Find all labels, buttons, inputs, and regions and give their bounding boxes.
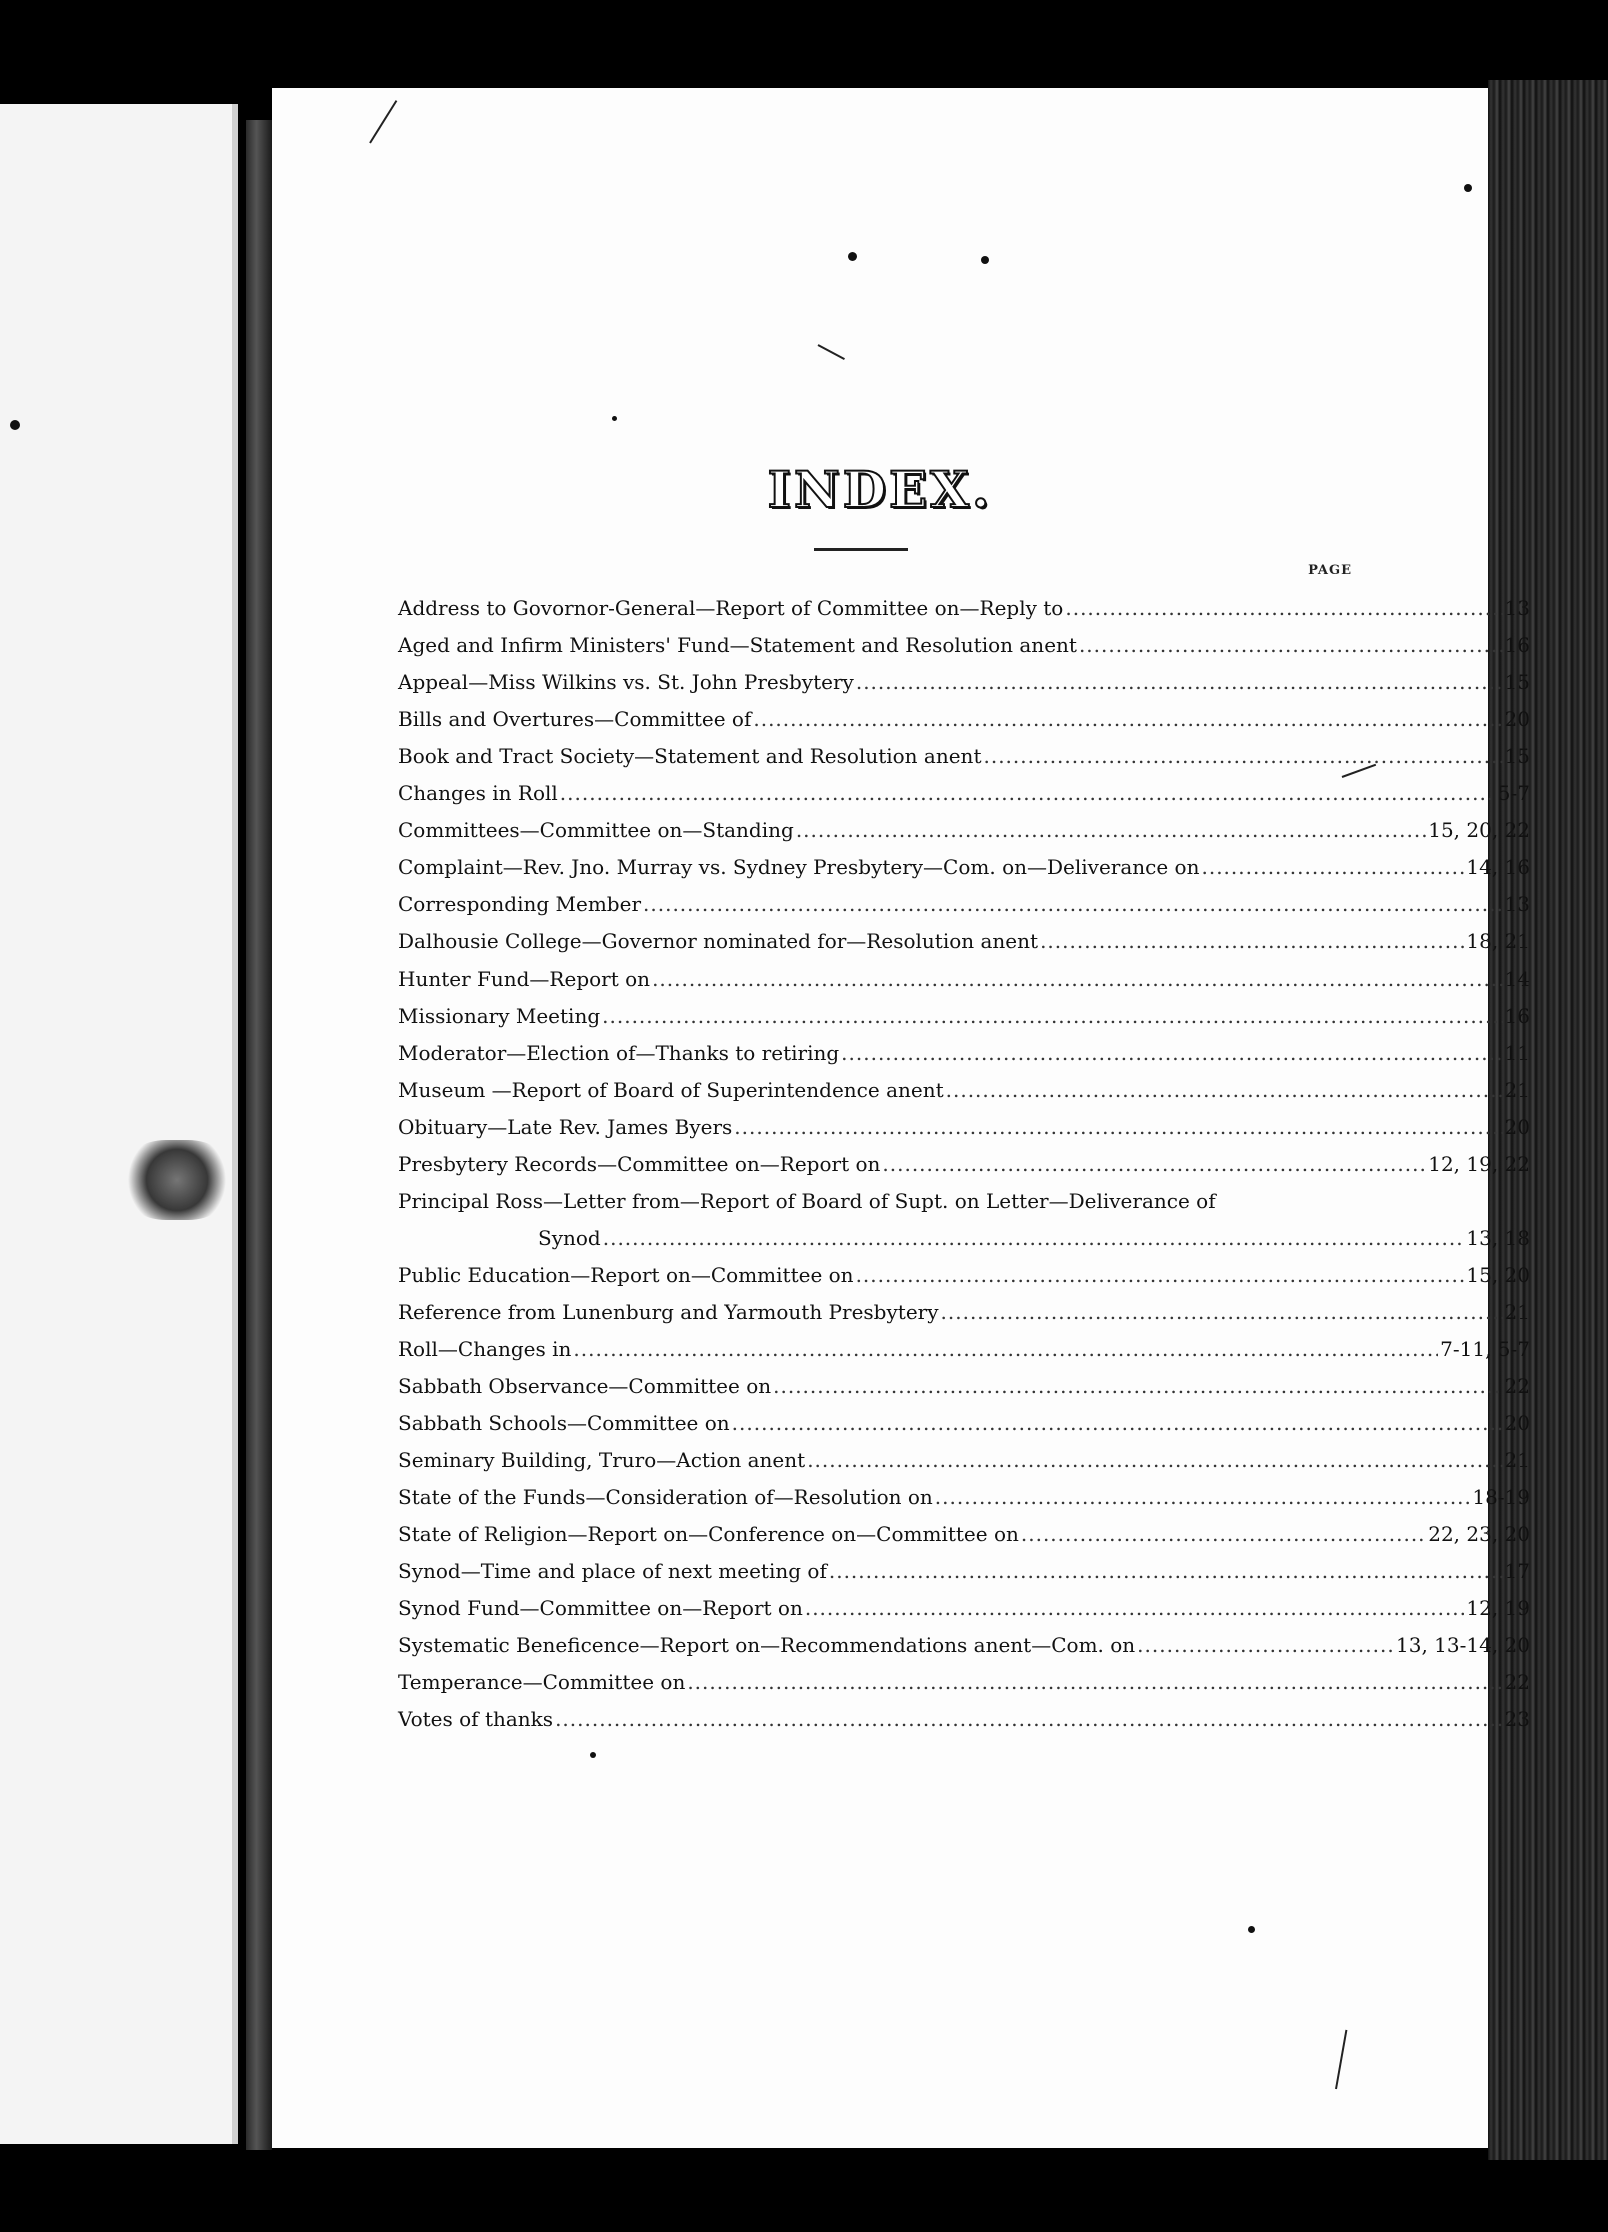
index-entry [398,1100,1530,1137]
ink-speck [590,1752,596,1758]
entry-pages: 20 [1504,1114,1530,1139]
dot-leader [807,1450,1502,1470]
entry-pages: 16 [1504,633,1530,658]
dot-leader [941,1302,1503,1322]
index-entry [398,914,1530,954]
index-entry [398,1618,1530,1658]
dot-leader [1201,857,1464,877]
page-title: INDEX. [767,460,993,519]
ink-speck [848,252,857,261]
entry-subject: Synod [538,1225,601,1250]
entry-pages: 15, 20, 22 [1428,818,1530,843]
entry-subject: Aged and Infirm Ministers' Fund—Statement and Resolution anent [398,633,1077,658]
dot-leader [753,709,1502,729]
dot-leader [1137,1635,1394,1655]
entry-subject: Bills and Overtures—Committee of [398,707,752,732]
entry-pages: 20 [1504,1411,1530,1436]
entry-pages: 18, 21 [1466,929,1530,954]
entry-subject: Book and Tract Society—Statement and Resolution anent [398,744,982,769]
entry-subject: Synod—Time and place of next meeting of [398,1559,827,1584]
dot-leader [983,746,1502,766]
index-entry [398,729,1530,769]
entry-subject: Museum —Report of Board of Superintendence anent [398,1077,944,1102]
dot-leader [1040,931,1464,951]
ink-speck [10,420,20,430]
index-entry [398,1285,1530,1322]
entry-pages: 16 [1504,1003,1530,1028]
entry-pages: 14 [1504,966,1530,991]
index-entry [398,766,1530,806]
entry-subject: Reference from Lunenburg and Yarmouth Presbytery [398,1299,939,1324]
entry-pages: 22 [1504,1670,1530,1695]
entry-pages: 21 [1504,1299,1530,1324]
entry-subject: Missionary Meeting [398,1003,601,1028]
index-entry [398,692,1530,732]
book-gutter [246,120,272,2150]
entry-subject: State of Religion—Report on—Conference on—Committee on [398,1522,1019,1547]
entry-subject: Complaint—Rev. Jno. Murray vs. Sydney Presbytery—Com. on—Deliverance on [398,855,1200,880]
page-stain [122,1140,232,1220]
index-entry [398,1507,1530,1547]
index-entry [398,1581,1530,1621]
index-list [398,581,1530,1732]
dot-leader [643,894,1503,914]
index-entry [398,1655,1530,1695]
entry-subject: Changes in Roll [398,781,558,806]
dot-leader [946,1080,1503,1100]
index-entry [398,1248,1530,1285]
dot-leader [829,1561,1503,1581]
entry-subject: Synod Fund—Committee on—Report on [398,1596,803,1621]
pen-mark [818,344,845,360]
index-page [272,88,1530,2148]
entry-pages: 13, 13-14, 20 [1396,1633,1530,1658]
entry-pages: 22 [1504,1374,1530,1399]
entry-pages: 15 [1504,744,1530,769]
entry-pages: 15 [1504,670,1530,695]
index-entry [398,1359,1530,1399]
entry-subject: Sabbath Observance—Committee on [398,1374,772,1399]
index-entry [398,1137,1530,1174]
index-entry-continuation [398,1211,1530,1248]
entry-pages: 15, 20 [1466,1262,1530,1287]
index-entry [398,581,1530,621]
entry-subject: Address to Govornor-General—Report of Committee on—Reply to [398,596,1064,621]
entry-pages: 17 [1504,1559,1530,1584]
entry-pages: 13, 18 [1466,1225,1530,1250]
entry-subject: Corresponding Member [398,892,642,917]
entry-pages: 14, 16 [1466,855,1530,880]
page-column-heading: PAGE [1308,563,1352,578]
dot-leader [602,1006,1502,1026]
entry-pages: 13 [1504,892,1530,917]
index-entry [398,1433,1530,1473]
index-entry [398,1322,1530,1359]
entry-subject: Temperance—Committee on [398,1670,686,1695]
entry-pages: 12, 19, 22 [1428,1151,1530,1176]
dot-leader [1021,1524,1426,1544]
entry-subject: Public Education—Report on—Committee on [398,1262,854,1287]
index-entry [398,1470,1530,1510]
entry-subject: Committees—Committee on—Standing [398,818,794,843]
dot-leader [555,1709,1502,1729]
dot-leader [732,1413,1503,1433]
dot-leader [734,1117,1502,1137]
dot-leader [1079,635,1503,655]
dot-leader [687,1672,1502,1692]
entry-subject: Obituary—Late Rev. James Byers [398,1114,733,1139]
entry-subject: Dalhousie College—Governor nominated for—Resolution anent [398,929,1039,954]
index-entry [398,951,1530,991]
pen-mark [1335,2030,1347,2089]
index-entry [398,655,1530,695]
ink-speck [981,256,989,264]
entry-subject: Seminary Building, Truro—Action anent [398,1448,806,1473]
dot-leader [560,783,1496,803]
entry-pages: 7-11, 5-7 [1440,1336,1530,1361]
dot-leader [856,1265,1465,1285]
index-entry [398,877,1530,917]
entry-subject: Moderator—Election of—Thanks to retiring [398,1040,840,1065]
pen-mark [369,100,397,143]
entry-subject: Hunter Fund—Report on [398,966,651,991]
entry-subject: Systematic Beneficence—Report on—Recommendations anent—Com. on [398,1633,1136,1658]
dot-leader [652,969,1502,989]
entry-subject: Principal Ross—Letter from—Report of Board of Supt. on Letter—Deliverance of [398,1188,1216,1213]
dot-leader [805,1598,1465,1618]
dot-leader [856,672,1503,692]
entry-pages: 18-19 [1472,1485,1530,1510]
index-entry [398,618,1530,658]
dot-leader [882,1154,1426,1174]
entry-pages: 5-7 [1497,781,1530,806]
dot-leader [935,1487,1471,1507]
ink-speck [1248,1926,1255,1933]
ink-speck [612,416,617,421]
index-entry [398,1174,1530,1211]
index-entry [398,1026,1530,1063]
dot-leader [773,1376,1502,1396]
title-rule [814,548,908,551]
entry-pages: 23 [1504,1707,1530,1732]
dot-leader [1065,598,1502,618]
ink-speck [1464,184,1472,192]
dot-leader [841,1043,1502,1063]
index-entry [398,1396,1530,1436]
entry-pages: 21 [1504,1448,1530,1473]
entry-subject: Sabbath Schools—Committee on [398,1411,730,1436]
entry-pages: 22, 23, 20 [1428,1522,1530,1547]
entry-pages: 12, 19 [1466,1596,1530,1621]
index-entry [398,1692,1530,1732]
entry-pages: 20 [1504,707,1530,732]
index-entry [398,840,1530,880]
entry-subject: State of the Funds—Consideration of—Resolution on [398,1485,933,1510]
entry-subject: Presbytery Records—Committee on—Report on [398,1151,881,1176]
entry-subject: Votes of thanks [398,1707,554,1732]
entry-subject: Appeal—Miss Wilkins vs. St. John Presbytery [398,670,854,695]
dot-leader [573,1339,1438,1359]
entry-subject: Roll—Changes in [398,1336,572,1361]
index-entry [398,1544,1530,1584]
dot-leader [603,1228,1465,1248]
index-entry [398,803,1530,843]
entry-pages: 13 [1504,596,1530,621]
entry-pages: 11 [1504,1040,1530,1065]
index-entry [398,989,1530,1026]
previous-page-edge [0,104,238,2144]
dot-leader [796,820,1426,840]
entry-pages: 21 [1504,1077,1530,1102]
index-entry [398,1063,1530,1100]
